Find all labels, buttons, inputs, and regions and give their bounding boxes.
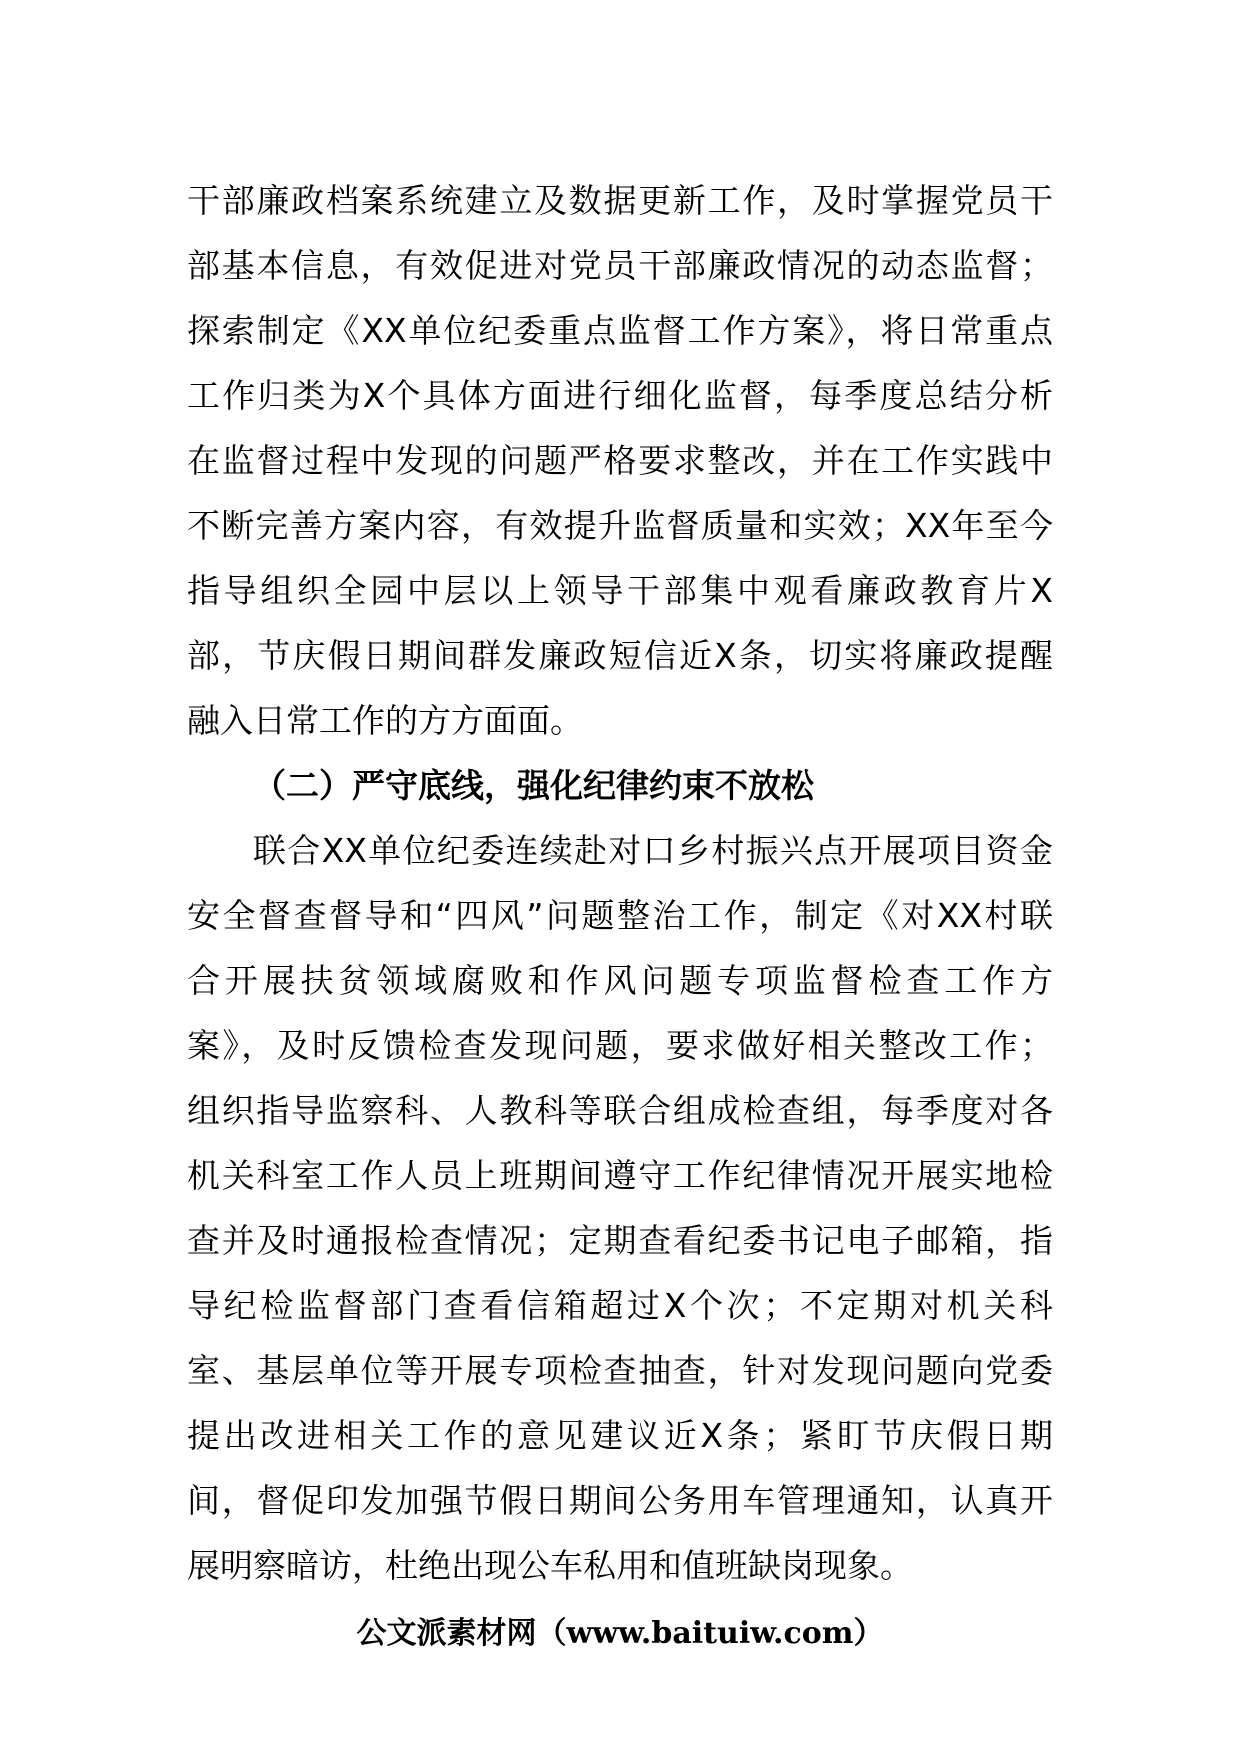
text-line: 机关科室工作人员上班期间遵守工作纪律情况开展实地检 <box>187 1156 1053 1195</box>
text-line: 部基本信息，有效促进对党员干部廉政情况的动态监督； <box>187 246 1053 285</box>
text-line: 融入日常工作的方方面面。 <box>187 701 583 740</box>
paragraph-1 <box>187 168 1053 753</box>
text-line: 案》，及时反馈检查发现问题，要求做好相关整改工作； <box>187 1026 1053 1065</box>
text-line: 查并及时通报检查情况；定期查看纪委书记电子邮箱，指 <box>187 1221 1053 1260</box>
text-line: 干部廉政档案系统建立及数据更新工作，及时掌握党员干 <box>187 181 1053 220</box>
text-line: 探索制定《XX单位纪委重点监督工作方案》，将日常重点 <box>187 311 1053 350</box>
text-line: 展明察暗访，杜绝出现公车私用和值班缺岗现象。 <box>187 1546 913 1585</box>
text-line: 不断完善方案内容，有效提升监督质量和实效；XX年至今 <box>187 506 1053 545</box>
text-line: 室、基层单位等开展专项检查抽查，针对发现问题向党委 <box>187 1351 1053 1390</box>
text-line: 间，督促印发加强节假日期间公务用车管理通知，认真开 <box>187 1481 1053 1520</box>
text-line: 联合XX单位纪委连续赴对口乡村振兴点开展项目资金 <box>253 831 1053 870</box>
section-heading: （二）严守底线，强化纪律约束不放松 <box>253 766 814 805</box>
text-line: 安全督查督导和“四风”问题整治工作，制定《对XX村联 <box>187 896 1053 935</box>
text-line: 在监督过程中发现的问题严格要求整改，并在工作实践中 <box>187 441 1053 480</box>
text-line: 指导组织全园中层以上领导干部集中观看廉政教育片X <box>187 571 1053 610</box>
footer-source-credit: 公文派素材网（www.baituiw.com） <box>356 1616 884 1651</box>
document-body <box>187 168 1053 1598</box>
text-line: 工作归类为X个具体方面进行细化监督，每季度总结分析 <box>187 376 1053 415</box>
text-line: 导纪检监督部门查看信箱超过X个次；不定期对机关科 <box>187 1286 1053 1325</box>
text-line: 组织指导监察科、人教科等联合组成检查组，每季度对各 <box>187 1091 1053 1130</box>
paragraph-2 <box>187 818 1053 1598</box>
text-line: 提出改进相关工作的意见建议近X条；紧盯节庆假日期 <box>187 1416 1053 1455</box>
text-line: 部，节庆假日期间群发廉政短信近X条，切实将廉政提醒 <box>187 636 1053 675</box>
text-line: 合开展扶贫领域腐败和作风问题专项监督检查工作方 <box>187 961 1053 1000</box>
